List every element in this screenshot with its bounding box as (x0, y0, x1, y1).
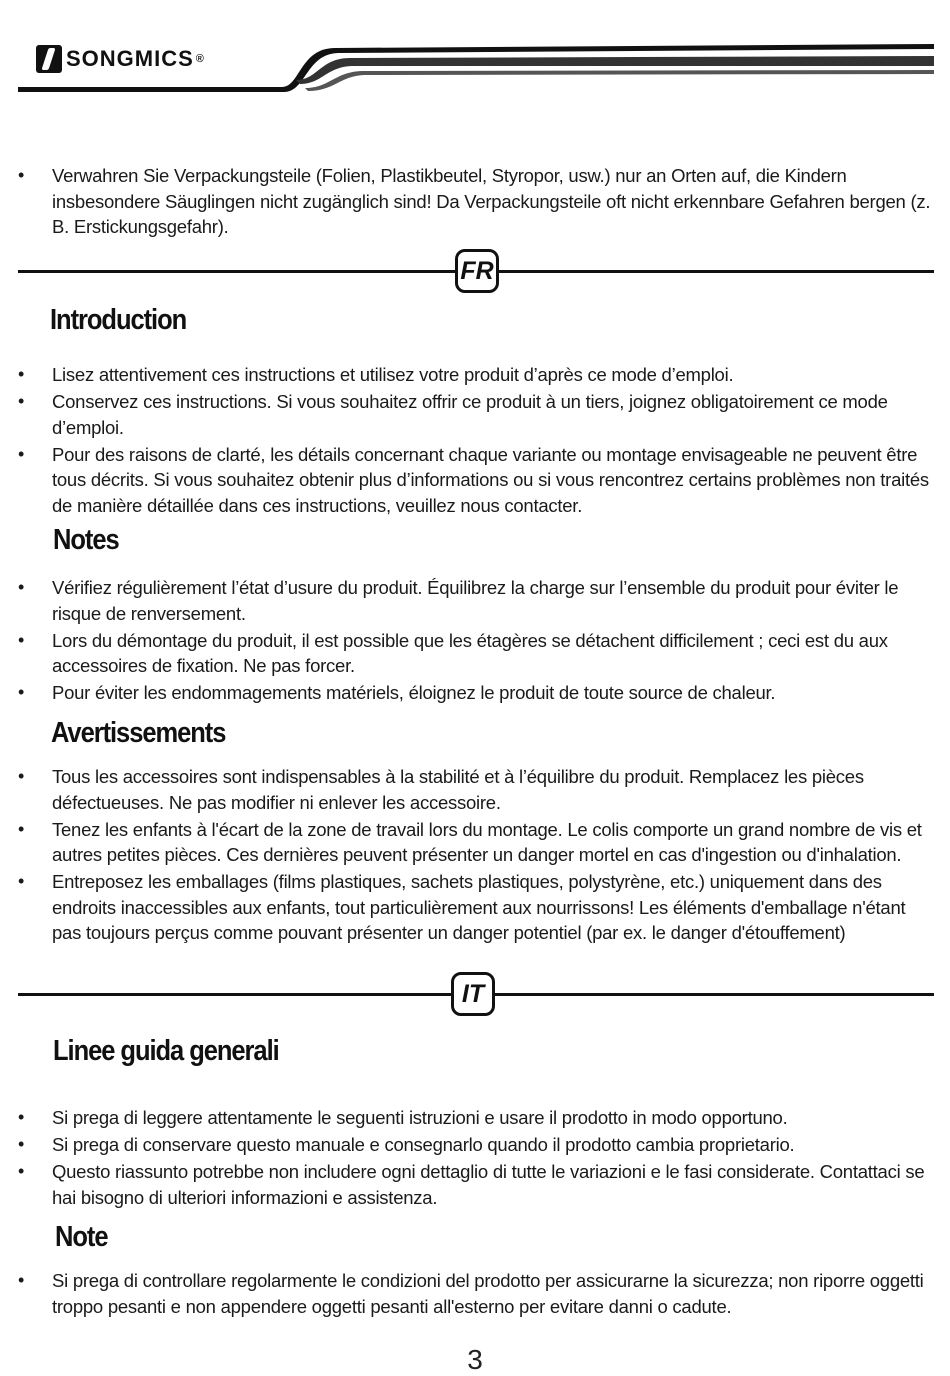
songmics-logo-icon (36, 45, 62, 73)
list-item: • Lors du démontage du produit, il est possible que les étagères se détachent difficilement ; ceci est du aux accessoires de fixation. Ne pas forcer. (18, 628, 934, 679)
songmics-logo (36, 43, 204, 75)
list-item: • Lisez attentivement ces instructions et utilisez votre produit d’après ce mode d’emploi. (18, 362, 934, 388)
list-item: • Verwahren Sie Verpackungsteile (Folien, Plastikbeutel, Styropor, usw.) nur an Orten auf, die Kindern insbesondere Säuglingen nicht zugänglich sind! Da Verpackungsteile oft nicht erkennbare Gefahren bergen (z. B. Erstickungsgefahr). (18, 163, 934, 240)
heading-introduction: Introduction (50, 304, 187, 336)
brand-name: SONGMICS (66, 46, 194, 71)
registered-mark: ® (195, 53, 204, 65)
list-item: • Conservez ces instructions. Si vous souhaitez offrir ce produit à un tiers, joignez obligatoirement ce mode d’emploi. (18, 389, 934, 440)
heading-linee-guida-generali: Linee guida generali (53, 1035, 279, 1067)
language-badge-fr: FR (455, 249, 499, 293)
list-item: • Tous les accessoires sont indispensables à la stabilité et à l’équilibre du produit. Remplacez les pièces défectueuses. Ne pas modifier ni enlever les accessoire. (18, 764, 934, 815)
it-note-list (18, 1268, 934, 1321)
it-guidelines-list (18, 1105, 934, 1212)
list-item: • Questo riassunto potrebbe non includere ogni dettaglio di tutte le variazioni e le fasi considerate. Contattaci se hai bisogno di ulteriori informazioni e assistenza. (18, 1159, 934, 1210)
heading-note: Note (55, 1221, 108, 1253)
list-item: • Vérifiez régulièrement l’état d’usure du produit. Équilibrez la charge sur l’ensemble du produit pour éviter le risque de renversement. (18, 575, 934, 626)
fr-warnings-list (18, 764, 934, 947)
list-item: • Tenez les enfants à l'écart de la zone de travail lors du montage. Le colis comporte un grand nombre de vis et autres petites pièces. Ces dernières peuvent présenter un danger mortel en cas d'ingestion ou d'inhalation. (18, 817, 934, 868)
language-badge-it: IT (451, 972, 495, 1016)
page-header (0, 0, 950, 100)
list-item: • Pour des raisons de clarté, les détails concernant chaque variante ou montage envisageable ne peuvent être tous décrits. Si vous souhaitez obtenir plus d’informations ou si vous rencontrez certains problèmes non traités de manière détaillée dans ces instructions, veuillez nous contacter. (18, 442, 934, 519)
heading-notes: Notes (53, 524, 119, 556)
list-item: • Si prega di conservare questo manuale e consegnarlo quando il prodotto cambia proprietario. (18, 1132, 934, 1158)
fr-notes-list (18, 575, 934, 707)
list-item: • Si prega di leggere attentamente le seguenti istruzioni e usare il prodotto in modo opportuno. (18, 1105, 934, 1131)
list-item: • Entreposez les emballages (films plastiques, sachets plastiques, polystyrène, etc.) uniquement dans des endroits inaccessibles aux enfants, tout particulièrement aux nourrissons! Les éléments d'emballage n'étant pas toujours perçus comme pouvant présenter un danger potentiel (par ex. le danger d'étouffement) (18, 869, 934, 946)
list-item: • Si prega di controllare regolarmente le condizioni del prodotto per assicurarne la sicurezza; non riporre oggetti troppo pesanti e non appendere oggetti pesanti all'esterno per evitare danni o cadute. (18, 1268, 934, 1319)
fr-introduction-list (18, 362, 934, 520)
heading-avertissements: Avertissements (51, 717, 226, 749)
page-number: 3 (467, 1344, 483, 1375)
list-item: • Pour éviter les endommagements matériels, éloignez le produit de toute source de chaleur. (18, 680, 934, 706)
de-list (18, 163, 934, 241)
